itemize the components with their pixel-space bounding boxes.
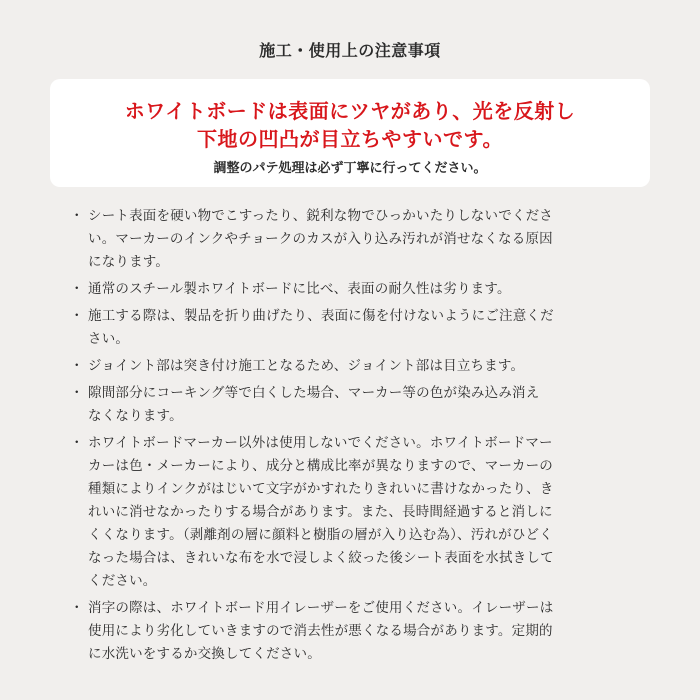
- note-line: い。マーカーのインクやチョークのカスが入り込み汚れが消せなくなる原因: [88, 231, 553, 247]
- note-line: ・ 通常のスチール製ホワイトボードに比べ、表面の耐久性は劣ります。: [88, 281, 511, 297]
- note-line: なくなります。: [88, 408, 183, 424]
- note-item: [74, 278, 630, 301]
- note-line: ください。: [88, 573, 157, 589]
- note-line: になります。: [88, 254, 170, 270]
- notes-list: [74, 205, 630, 670]
- note-line: なった場合は、きれいな布を水で浸しよく絞った後シート表面を水拭きして: [88, 550, 554, 566]
- note-item: [74, 205, 630, 274]
- note-line: くくなります。（剥離剤の層に顔料と樹脂の層が入り込む為）、汚れがひどく: [88, 527, 553, 543]
- note-line: に水洗いをするか交換してください。: [88, 646, 321, 662]
- note-line: ・ シート表面を硬い物でこすったり、鋭利な物でひっかいたりしないでくださ: [88, 208, 553, 224]
- warning-box: [50, 79, 650, 187]
- note-line: ・ ジョイント部は突き付け施工となるため、ジョイント部は目立ちます。: [88, 358, 525, 374]
- note-line: カーは色・メーカーにより、成分と構成比率が異なりますので、マーカーの: [88, 458, 553, 474]
- note-line: さい。: [88, 331, 130, 347]
- note-item: [74, 432, 630, 593]
- note-line: ・ ホワイトボードマーカー以外は使用しないでください。ホワイトボードマー: [88, 435, 553, 451]
- note-line: 種類によりインクがはじいて文字がかすれたりきれいに書けなかったり、き: [88, 481, 554, 497]
- page-title: 施工・使用上の注意事項: [259, 41, 441, 60]
- note-line: 使用により劣化していきますので消去性が悪くなる場合があります。定期的: [88, 623, 553, 639]
- warning-headline-line-1: ホワイトボードは表面にツヤがあり、光を反射し: [124, 99, 576, 123]
- warning-subtext: 調整のパテ処理は必ず丁寧に行ってください。: [213, 161, 487, 176]
- warning-headline-line-2: 下地の凹凸が目立ちやすいです。: [197, 127, 503, 151]
- note-line: れいに消せなかったりする場合があります。また、長時間経過すると消しに: [88, 504, 553, 520]
- note-line: ・ 消字の際は、ホワイトボード用イレーザーをご使用ください。イレーザーは: [88, 600, 554, 616]
- note-item: [74, 355, 630, 378]
- note-item: [74, 382, 630, 428]
- note-item: [74, 305, 630, 351]
- note-item: [74, 597, 630, 666]
- note-line: ・ 施工する際は、製品を折り曲げたり、表面に傷を付けないようにご注意くだ: [88, 308, 554, 324]
- note-line: ・ 隙間部分にコーキング等で白くした場合、マーカー等の色が染み込み消え: [88, 385, 540, 401]
